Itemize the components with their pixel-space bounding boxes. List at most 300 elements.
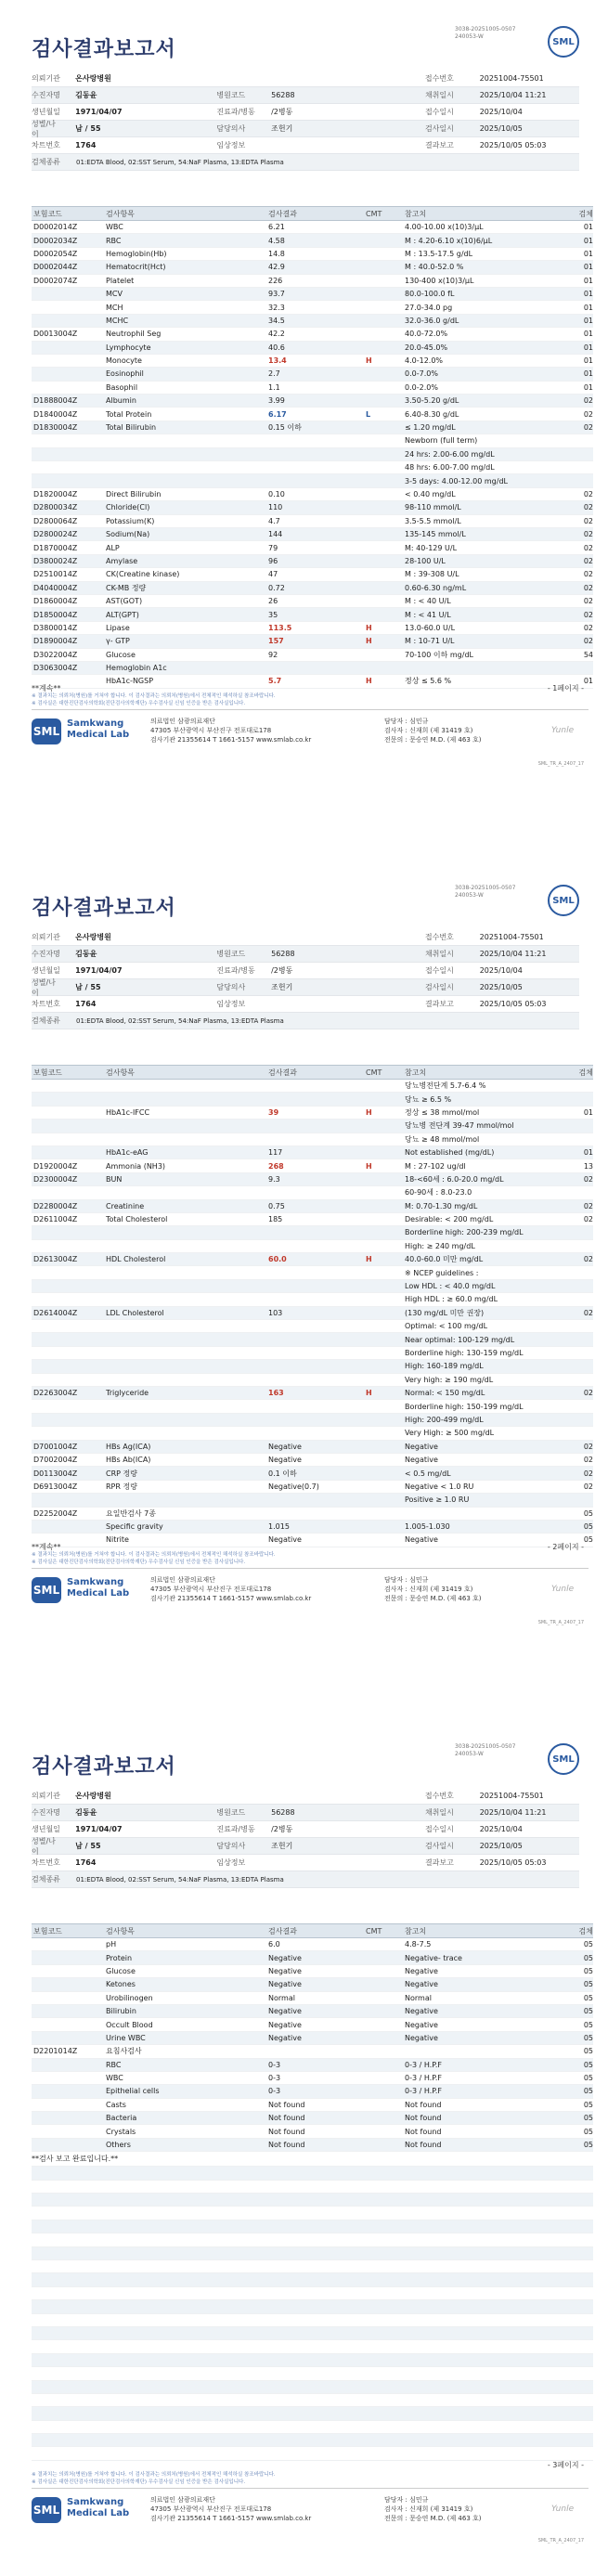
result-value: Negative: [268, 1980, 302, 1989]
table-row: [32, 675, 593, 688]
table-row: [32, 1080, 593, 1093]
table-row: [32, 2018, 593, 2031]
result-reference: Borderline high: 150-199 mg/dL: [405, 1402, 524, 1411]
result-reference: High HDL : ≥ 60.0 mg/dL: [405, 1295, 498, 1304]
result-reference: M: 0.70-1.30 mg/dL: [405, 1201, 478, 1210]
result-reference: 0.0-7.0%: [405, 369, 438, 379]
empty-row: [32, 2260, 593, 2273]
signature: Yunle: [551, 1585, 575, 1594]
result-value: Normal: [268, 1993, 295, 2002]
result-flag: H: [366, 623, 372, 632]
table-row: [32, 1374, 593, 1387]
result-reference: 24 hrs: 2.00-6.00 mg/dL: [405, 449, 495, 459]
result-reference: Borderline high: 200-239 mg/dL: [405, 1228, 524, 1237]
table-row: [32, 662, 593, 675]
results-table: [32, 1923, 593, 2461]
result-code: D2800024Z: [33, 530, 78, 539]
result-value: 157: [268, 637, 284, 646]
form-number: SML_TR_A_2407_17: [537, 2538, 584, 2544]
result-reference: 당뇨병 전단계 39-47 mmol/mol: [405, 1121, 514, 1131]
result-value: 35: [268, 610, 278, 619]
result-item: γ- GTP: [106, 637, 130, 646]
result-value: 42.2: [268, 330, 285, 339]
table-row: [32, 382, 593, 395]
result-flag: H: [366, 677, 372, 686]
result-flag: H: [366, 356, 372, 366]
result-item: HBs Ag(ICA): [106, 1442, 151, 1451]
result-reference: 4.8-7.5: [405, 1940, 432, 1949]
result-code: D1920004Z: [33, 1161, 78, 1171]
result-code: D1840004Z: [33, 409, 78, 419]
result-reference: 98-110 mmol/L: [405, 503, 461, 512]
result-value: 0-3: [268, 2074, 281, 2083]
report-note: ※ 결과치는 의뢰처(병원)를 거쳐야 합니다. 이 검사결과는 의뢰처(병원)에서 전체적인 해석하실 참조바랍니다. ※ 검사실은 대한진단검사의학회(진단검사의학재단) 우수검사실 신임 인증을 받은 검사실입니다.: [32, 2472, 276, 2485]
result-item: CK(Creatine kinase): [106, 570, 180, 579]
result-specimen: 02: [583, 556, 593, 565]
table-row: [32, 649, 593, 662]
report-complete: **검사 보고 완료입니다.**: [32, 2152, 593, 2167]
result-value: Negative: [268, 1953, 302, 1962]
report-page-2: [0, 859, 608, 1717]
result-specimen: 05: [583, 1966, 593, 1975]
result-reference: 40.0-72.0%: [405, 330, 448, 339]
result-value: Negative: [268, 1456, 302, 1465]
table-row: [32, 288, 593, 301]
result-item: Ketones: [106, 1980, 136, 1989]
result-specimen: 05: [583, 1535, 593, 1545]
result-value: 42.9: [268, 263, 285, 272]
result-value: 6.17: [268, 409, 287, 419]
result-reference: Optimal: < 100 mg/dL: [405, 1322, 488, 1331]
result-specimen: 01: [583, 249, 593, 258]
empty-row: [32, 2194, 593, 2207]
footer-staff: 담당자 : 심민규 검사자 : 신재희 (제 31419 호) 전문의 : 문승연 M.D. (제 463 호): [384, 718, 482, 744]
table-row: [32, 1508, 593, 1521]
result-item: 요침사검사: [106, 2047, 142, 2056]
table-row: [32, 1938, 593, 1951]
result-specimen: 05: [583, 2087, 593, 2096]
sml-logo: SML: [548, 1743, 579, 1775]
result-specimen: 02: [583, 1389, 593, 1398]
result-code: D4040004Z: [33, 583, 78, 592]
result-specimen: 02: [583, 623, 593, 632]
result-specimen: 02: [583, 1215, 593, 1224]
result-item: MCV: [106, 290, 123, 299]
table-row: [32, 434, 593, 447]
table-row: [32, 2059, 593, 2072]
result-item: Occult Blood: [106, 2020, 153, 2029]
result-value: 1.1: [268, 382, 280, 392]
result-item: Protein: [106, 1953, 133, 1962]
result-value: Negative: [268, 1966, 302, 1975]
result-specimen: 02: [583, 516, 593, 525]
table-row: [32, 555, 593, 568]
patient-info: 의뢰기관 온사랑병원 접수번호 20251004-75501 수진자명 김동윤 병원코드 56288 채취일시 2025/10/04 11:21 생년월일 1971/04/07 진료과/병동 /2병동 접수일시 2025/10/04 성별/나이 남 / 55 담당의사 조헌기 검사일시 2025/10/05 차트번호 1764 임상정보 결과보고 2025/10/05 05:03 검체종류 01:EDTA Blood, 02:SST Serum, 54:NaF Plasma, 13:EDTA Plasma: [32, 1788, 579, 1888]
result-specimen: 02: [583, 1456, 593, 1465]
table-row: [32, 1293, 593, 1306]
result-reference: Normal: < 150 mg/dL: [405, 1389, 485, 1398]
result-reference: 0.60-6.30 ng/mL: [405, 583, 467, 592]
patient-info: 의뢰기관 온사랑병원 접수번호 20251004-75501 수진자명 김동윤 병원코드 56288 채취일시 2025/10/04 11:21 생년월일 1971/04/07 진료과/병동 /2병동 접수일시 2025/10/04 성별/나이 남 / 55 담당의사 조헌기 검사일시 2025/10/05 차트번호 1764 임상정보 결과보고 2025/10/05 05:03 검체종류 01:EDTA Blood, 02:SST Serum, 54:NaF Plasma, 13:EDTA Plasma: [32, 929, 579, 1029]
result-code: D0113004Z: [33, 1469, 78, 1478]
table-row: [32, 368, 593, 381]
result-item: Hemoglobin(Hb): [106, 249, 167, 258]
result-code: D2252004Z: [33, 1508, 78, 1518]
result-item: Potassium(K): [106, 516, 155, 525]
result-item: Monocyte: [106, 356, 142, 366]
table-row: [32, 1120, 593, 1133]
result-reference: 3.5-5.5 mmol/L: [405, 516, 461, 525]
result-specimen: 05: [583, 2114, 593, 2123]
empty-row: [32, 2394, 593, 2407]
table-row: [32, 248, 593, 261]
result-reference: ※ NCEP guidelines :: [405, 1268, 479, 1277]
table-row: [32, 1494, 593, 1507]
result-item: MCHC: [106, 316, 129, 325]
result-specimen: 02: [583, 409, 593, 419]
result-value: 0.10: [268, 490, 285, 498]
result-reference: 130-400 x(10)3/μL: [405, 276, 474, 285]
result-value: 13.4: [268, 356, 287, 366]
result-reference: Normal: [405, 1993, 432, 2002]
result-value: 144: [268, 530, 283, 539]
result-item: Triglyceride: [106, 1389, 149, 1398]
table-row: [32, 221, 593, 234]
table-row: [32, 234, 593, 247]
result-code: D2800034Z: [33, 503, 78, 512]
result-reference: 당뇨 ≥ 6.5 %: [405, 1094, 452, 1104]
results-header: 보험코드 검사항목 검사결과 CMT 참고치 검체: [32, 206, 593, 221]
result-item: Eosinophil: [106, 369, 144, 379]
empty-row: [32, 2381, 593, 2394]
result-item: Casts: [106, 2100, 126, 2109]
result-value: 268: [268, 1161, 284, 1171]
result-specimen: 01: [583, 382, 593, 392]
result-reference: 13.0-60.0 U/L: [405, 623, 456, 632]
result-value: 93.7: [268, 290, 285, 299]
result-value: Negative: [268, 2007, 302, 2016]
result-code: D7002004Z: [33, 1456, 78, 1465]
result-specimen: 01: [583, 263, 593, 272]
form-number: SML_TR_A_2407_17: [537, 1620, 584, 1625]
result-reference: (130 mg/dL 미만 권장): [405, 1308, 485, 1317]
result-code: D3800024Z: [33, 556, 78, 565]
result-item: Nitrite: [106, 1535, 129, 1545]
result-reference: M : 13.5-17.5 g/dL: [405, 249, 473, 258]
table-row: [32, 568, 593, 581]
result-specimen: 02: [583, 1201, 593, 1210]
table-row: [32, 2125, 593, 2138]
table-row: [32, 421, 593, 434]
result-value: 0.1 이하: [268, 1469, 297, 1478]
table-row: [32, 1240, 593, 1253]
result-flag: H: [366, 1389, 372, 1398]
result-specimen: 05: [583, 2074, 593, 2083]
table-row: [32, 1107, 593, 1120]
result-reference: M : 27-102 ug/dl: [405, 1161, 466, 1171]
table-row: [32, 1347, 593, 1360]
result-reference: M : < 41 U/L: [405, 610, 451, 619]
result-specimen: 05: [583, 2127, 593, 2136]
result-specimen: 01: [583, 316, 593, 325]
result-reference: 0-3 / H.P.F: [405, 2087, 442, 2096]
signature: Yunle: [551, 2505, 575, 2514]
footer-brand: Samkwang Medical Lab: [67, 718, 130, 740]
table-row: [32, 1226, 593, 1239]
sml-logo: SML: [548, 885, 579, 916]
result-specimen: 02: [583, 396, 593, 406]
result-code: D1860004Z: [33, 597, 78, 606]
table-row: [32, 1521, 593, 1534]
result-specimen: 01: [583, 236, 593, 245]
result-value: 163: [268, 1389, 284, 1398]
table-row: [32, 1978, 593, 1991]
result-specimen: 05: [583, 2047, 593, 2056]
footer-brand: Samkwang Medical Lab: [67, 2497, 130, 2518]
result-specimen: 05: [583, 2100, 593, 2109]
table-row: [32, 1253, 593, 1266]
empty-row: [32, 2421, 593, 2434]
result-item: ALT(GPT): [106, 610, 139, 619]
result-value: 0.72: [268, 583, 285, 592]
result-value: 113.5: [268, 623, 292, 632]
table-row: [32, 474, 593, 487]
signature: Yunle: [551, 726, 575, 735]
empty-row: [32, 2434, 593, 2447]
result-reference: 18-<60세 : 6.0-20.0 mg/dL: [405, 1174, 504, 1184]
result-item: Glucose: [106, 1966, 136, 1975]
footer: [32, 1572, 589, 1614]
empty-rows: [32, 2167, 593, 2461]
result-value: 185: [268, 1215, 283, 1224]
empty-row: [32, 2181, 593, 2194]
table-row: [32, 1200, 593, 1213]
result-specimen: 01: [583, 677, 593, 686]
result-reference: Desirable: < 200 mg/dL: [405, 1215, 494, 1224]
footer-staff: 담당자 : 심민규 검사자 : 신재희 (제 31419 호) 전문의 : 문승연 M.D. (제 463 호): [384, 2496, 482, 2522]
result-reference: M : 39-308 U/L: [405, 570, 459, 579]
table-row: [32, 2139, 593, 2152]
result-value: 47: [268, 570, 278, 579]
table-row: [32, 1133, 593, 1146]
result-reference: Not established (mg/dL): [405, 1148, 495, 1158]
footer-address: 의료법인 삼광의료재단 47305 부산광역시 부산진구 전포대로178 검사기관 21355614 T 1661-5157 www.smlab.co.kr: [150, 2496, 312, 2522]
table-row: [32, 355, 593, 368]
table-row: [32, 395, 593, 408]
result-reference: 6.40-8.30 g/dL: [405, 409, 459, 419]
result-code: D0002014Z: [33, 223, 78, 232]
result-reference: Negative: [405, 2033, 438, 2042]
result-value: 117: [268, 1148, 283, 1158]
table-row: [32, 1093, 593, 1106]
result-specimen: 02: [583, 530, 593, 539]
table-row: [32, 2045, 593, 2058]
report-note: ※ 결과치는 의뢰처(병원)를 거쳐야 합니다. 이 검사결과는 의뢰처(병원)에서 전체적인 해석하실 참조바랍니다. ※ 검사실은 대한진단검사의학회(진단검사의학재단) 우수검사실 신임 인증을 받은 검사실입니다.: [32, 1552, 276, 1565]
result-item: Lipase: [106, 623, 130, 632]
continue-marker: **계속**: [32, 1543, 61, 1551]
result-specimen: 05: [583, 1508, 593, 1518]
result-reference: Very high: ≥ 190 mg/dL: [405, 1375, 494, 1384]
result-item: pH: [106, 1940, 117, 1949]
table-row: [32, 2085, 593, 2098]
report-page-3: [0, 1717, 608, 2576]
result-item: Albumin: [106, 396, 136, 406]
page-title: 검사결과보고서: [32, 1755, 176, 1779]
footer-staff: 담당자 : 심민규 검사자 : 신재희 (제 31419 호) 전문의 : 문승연 M.D. (제 463 호): [384, 1576, 482, 1602]
result-specimen: 01: [583, 356, 593, 366]
result-value: 6.0: [268, 1940, 280, 1949]
result-specimen: 02: [583, 1174, 593, 1184]
result-value: 32.3: [268, 303, 285, 312]
result-code: D0002034Z: [33, 236, 78, 245]
footer: [32, 2492, 589, 2534]
divider: [32, 1568, 589, 1569]
result-code: D3063004Z: [33, 664, 78, 673]
result-specimen: 05: [583, 2141, 593, 2150]
result-reference: 당뇨병전단계 5.7-6.4 %: [405, 1081, 486, 1091]
empty-row: [32, 2273, 593, 2286]
page-number: - 1페이지 -: [547, 684, 584, 693]
result-specimen: 54: [583, 650, 593, 659]
result-value: 110: [268, 503, 283, 512]
result-reference: Borderline high: 130-159 mg/dL: [405, 1349, 524, 1357]
result-specimen: 02: [583, 503, 593, 512]
result-reference: < 0.40 mg/dL: [405, 490, 456, 498]
table-row: [32, 1400, 593, 1413]
result-reference: M: 40-129 U/L: [405, 543, 458, 552]
result-value: 60.0: [268, 1255, 287, 1264]
table-row: [32, 1454, 593, 1467]
table-row: [32, 1414, 593, 1427]
result-specimen: 01: [583, 303, 593, 312]
result-reference: Negative: [405, 1442, 438, 1451]
result-reference: Very High: ≥ 500 mg/dL: [405, 1429, 495, 1438]
result-code: D2201014Z: [33, 2047, 78, 2056]
result-code: D0002054Z: [33, 249, 78, 258]
result-item: Lymphocyte: [106, 343, 151, 352]
result-reference: < 0.5 mg/dL: [405, 1469, 451, 1478]
table-row: [32, 2072, 593, 2085]
result-value: Negative: [268, 2033, 302, 2042]
result-item: Hemoglobin A1c: [106, 664, 167, 673]
result-item: Specific gravity: [106, 1522, 163, 1532]
result-reference: 0.0-2.0%: [405, 382, 438, 392]
results-table: [32, 206, 593, 689]
result-reference: Not found: [405, 2100, 442, 2109]
footer-logo: SML: [32, 1577, 61, 1603]
result-value: 96: [268, 556, 278, 565]
result-reference: M : 10-71 U/L: [405, 637, 455, 646]
result-item: RPR 정량: [106, 1482, 137, 1491]
result-reference: 3.50-5.20 g/dL: [405, 396, 459, 406]
result-value: 0.75: [268, 1201, 285, 1210]
result-code: D7001004Z: [33, 1442, 78, 1451]
result-code: D1850004Z: [33, 610, 78, 619]
table-row: [32, 501, 593, 514]
result-item: HBs Ab(ICA): [106, 1456, 151, 1465]
result-item: LDL Cholesterol: [106, 1308, 164, 1317]
result-item: CK-MB 정량: [106, 583, 147, 592]
table-row: [32, 1186, 593, 1199]
page-number: - 2페이지 -: [547, 1543, 584, 1551]
result-item: Neutrophil Seg: [106, 330, 162, 339]
result-specimen: 05: [583, 1522, 593, 1532]
result-value: Not found: [268, 2127, 305, 2136]
result-code: D2611004Z: [33, 1215, 78, 1224]
result-flag: H: [366, 1255, 372, 1264]
result-item: Total Cholesterol: [106, 1215, 168, 1224]
result-item: Total Protein: [106, 409, 152, 419]
result-reference: Negative: [405, 1535, 438, 1545]
result-reference: Negative: [405, 1966, 438, 1975]
empty-row: [32, 2247, 593, 2260]
result-value: 4.7: [268, 516, 280, 525]
empty-row: [32, 2407, 593, 2420]
result-reference: Negative: [405, 1456, 438, 1465]
empty-row: [32, 2300, 593, 2313]
result-item: HbA1c-IFCC: [106, 1107, 150, 1117]
table-row: [32, 1387, 593, 1400]
result-value: Negative: [268, 1442, 302, 1451]
result-code: D2510014Z: [33, 570, 78, 579]
result-reference: 당뇨 ≥ 48 mmol/mol: [405, 1134, 480, 1144]
form-number: SML_TR_A_2407_17: [537, 761, 584, 767]
table-row: [32, 1481, 593, 1494]
divider: [32, 2488, 589, 2489]
result-code: D6913004Z: [33, 1482, 78, 1491]
empty-row: [32, 2233, 593, 2246]
result-specimen: 01: [583, 343, 593, 352]
table-row: [32, 261, 593, 274]
result-value: Not found: [268, 2114, 305, 2123]
result-item: 요일반검사 7종: [106, 1508, 157, 1518]
result-reference: Negative < 1.0 RU: [405, 1482, 474, 1491]
result-item: Creatinine: [106, 1201, 145, 1210]
result-reference: Low HDL : < 40.0 mg/dL: [405, 1282, 496, 1291]
result-reference: 32.0-36.0 g/dL: [405, 316, 459, 325]
result-specimen: 02: [583, 610, 593, 619]
table-row: [32, 541, 593, 554]
result-value: 9.3: [268, 1174, 280, 1184]
result-reference: 정상 ≤ 5.6 %: [405, 677, 452, 686]
table-row: [32, 608, 593, 621]
result-specimen: 13: [583, 1161, 593, 1171]
result-specimen: 02: [583, 1308, 593, 1317]
result-item: RBC: [106, 236, 122, 245]
result-reference: 4.00-10.00 x(10)3/μL: [405, 223, 484, 232]
result-item: Hematocrit(Hct): [106, 263, 166, 272]
result-reference: Negative: [405, 1980, 438, 1989]
empty-row: [32, 2207, 593, 2220]
result-value: Negative: [268, 2020, 302, 2029]
result-code: D2300004Z: [33, 1174, 78, 1184]
result-reference: 0-3 / H.P.F: [405, 2074, 442, 2083]
result-reference: M : < 40 U/L: [405, 597, 451, 606]
table-row: [32, 2112, 593, 2125]
result-specimen: 01: [583, 1107, 593, 1117]
result-item: CRP 정량: [106, 1469, 137, 1478]
table-row: [32, 1951, 593, 1964]
result-value: 4.58: [268, 236, 285, 245]
result-specimen: 02: [583, 570, 593, 579]
result-value: 1.015: [268, 1522, 290, 1532]
result-specimen: 05: [583, 2007, 593, 2016]
result-value: 226: [268, 276, 283, 285]
results-header: 보험코드 검사항목 검사결과 CMT 참고치 검체: [32, 1923, 593, 1938]
empty-row: [32, 2327, 593, 2340]
result-value: 5.7: [268, 677, 282, 686]
result-specimen: 02: [583, 597, 593, 606]
